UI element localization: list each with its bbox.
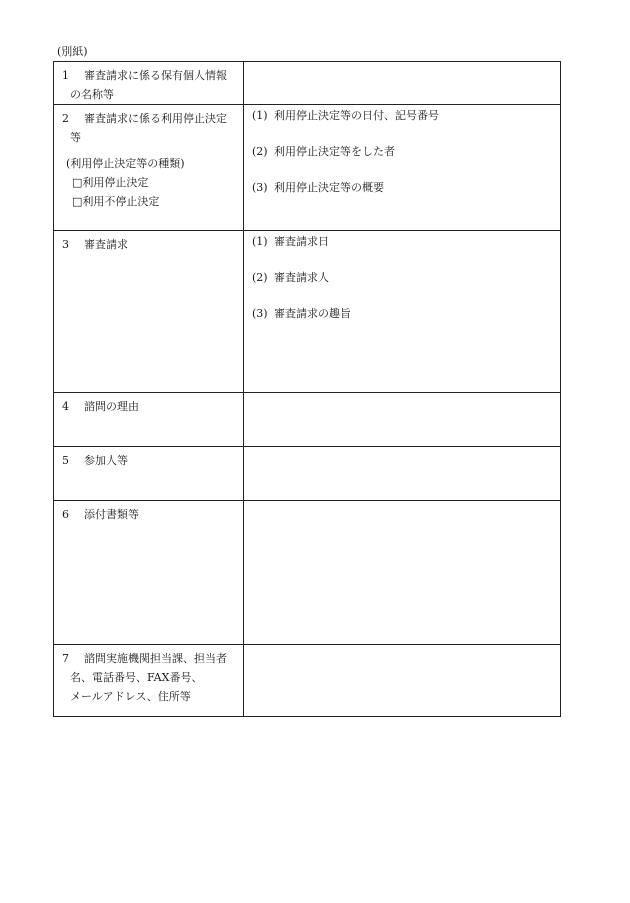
sub-item-number: (2) — [252, 145, 268, 158]
row-value-cell[interactable] — [244, 447, 561, 501]
checkbox-stop-decision[interactable]: □利用停止決定 — [72, 176, 149, 189]
sub-item-number: (2) — [252, 271, 268, 284]
table-row — [54, 501, 561, 645]
item-number: 5 — [62, 454, 69, 467]
sub-item-text: 利用停止決定等の概要 — [274, 181, 384, 194]
row-value-cell[interactable] — [244, 105, 561, 231]
row-label-cell — [54, 501, 244, 645]
sub-item — [252, 307, 554, 321]
sub-item — [252, 271, 554, 285]
table-row — [54, 645, 561, 717]
row-value-cell[interactable] — [244, 501, 561, 645]
row-value-cell[interactable] — [244, 645, 561, 717]
row-label-cell — [54, 447, 244, 501]
table-row — [54, 393, 561, 447]
item-title-text: 審査請求に係る利用停止決定 — [84, 112, 227, 125]
row-label-cell — [54, 62, 244, 105]
table-row — [54, 231, 561, 393]
row-label-cell — [54, 393, 244, 447]
item-title-text: 参加人等 — [84, 454, 128, 467]
item-title-text-cont: メールアドレス、住所等 — [70, 690, 191, 703]
sub-item — [252, 181, 554, 195]
item-number: 2 — [62, 112, 69, 125]
row-value-cell[interactable] — [244, 231, 561, 393]
sub-item-number: (1) — [252, 235, 268, 248]
sub-item — [252, 235, 554, 249]
row-value-cell[interactable] — [244, 393, 561, 447]
sub-item-number: (3) — [252, 307, 268, 320]
sub-item-number: (3) — [252, 181, 268, 194]
sub-item — [252, 109, 554, 123]
table-row — [54, 447, 561, 501]
sub-item-text: 審査請求人 — [274, 271, 329, 284]
item-number: 3 — [62, 238, 69, 251]
form-table — [53, 61, 561, 717]
row-label-cell — [54, 645, 244, 717]
sub-item — [252, 145, 554, 159]
row-label-cell — [54, 105, 244, 231]
item-title-text: 諮問の理由 — [84, 400, 139, 413]
item-number: 4 — [62, 400, 69, 413]
sub-item-text: 利用停止決定等をした者 — [274, 145, 395, 158]
checkbox-non-stop-decision[interactable]: □利用不停止決定 — [72, 195, 160, 208]
sub-item-text: 利用停止決定等の日付、記号番号 — [274, 109, 439, 122]
item-title-text-cont: 名、電話番号、FAX番号、 — [70, 671, 203, 684]
page-label: (別紙) — [57, 45, 88, 58]
item-title-text: 審査請求 — [84, 238, 128, 251]
table-row — [54, 105, 561, 231]
sub-item-text: 審査請求日 — [274, 235, 329, 248]
item-title-text: 諮問実施機関担当課、担当者 — [84, 652, 227, 665]
item-number: 7 — [62, 652, 69, 665]
sub-item-text: 審査請求の趣旨 — [274, 307, 351, 320]
item-number: 1 — [62, 69, 69, 82]
item-title-text: 審査請求に係る保有個人情報 — [84, 69, 227, 82]
sub-item-number: (1) — [252, 109, 268, 122]
table-row — [54, 62, 561, 105]
item-title-text: 添付書類等 — [84, 508, 139, 521]
decision-type-heading: (利用停止決定等の種類) — [66, 157, 185, 170]
item-number: 6 — [62, 508, 69, 521]
row-value-cell[interactable] — [244, 62, 561, 105]
item-title-text-cont: 等 — [70, 131, 81, 144]
item-title-text-cont: の名称等 — [70, 88, 114, 101]
row-label-cell — [54, 231, 244, 393]
